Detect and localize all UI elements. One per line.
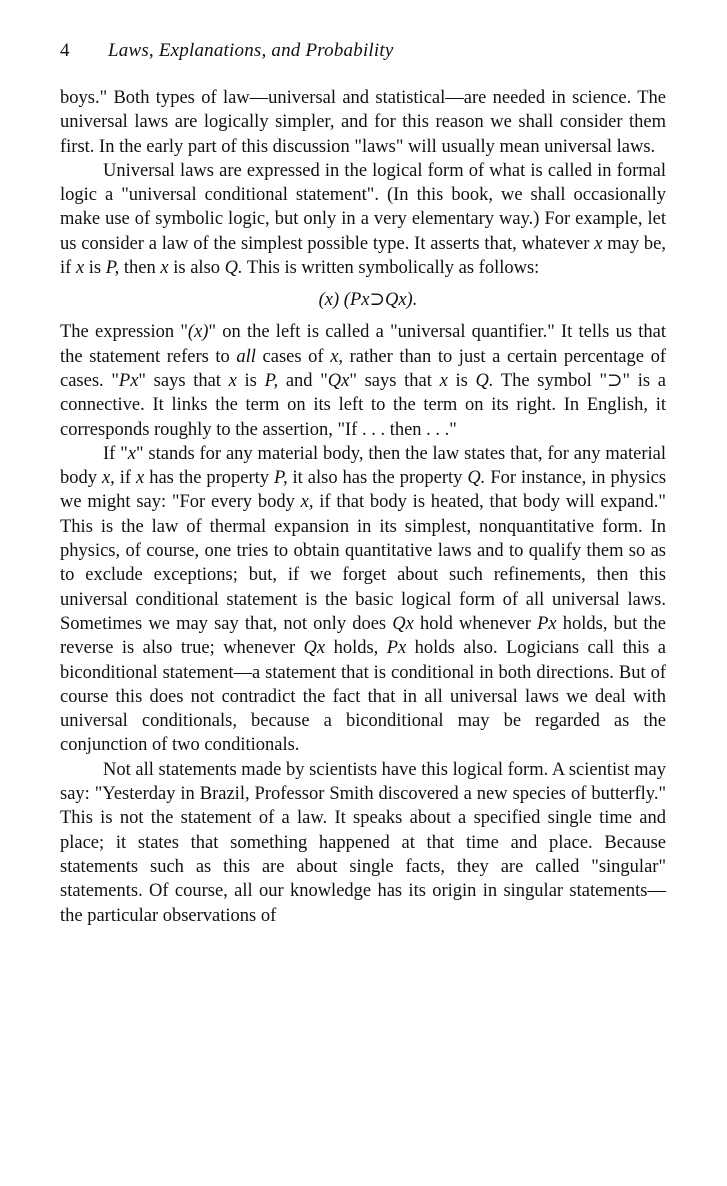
text-run: Universal laws are expressed in the logical form of what is called in formal logic a "universal conditional statement". (In this book, we shall occasionally make use of symbolic logic, but only in a very elementary way.) For example, let us consider a law of the simplest possible type. It asserts that, whatever <box>60 160 666 254</box>
variable-x: x, <box>300 492 314 513</box>
paragraph-4 <box>60 442 666 758</box>
text-run: This is written symbolically as follows: <box>242 258 540 279</box>
text-run: " says that <box>349 370 440 391</box>
text-run: is also <box>168 258 225 279</box>
text-run: hold whenever <box>413 613 538 634</box>
paragraph-3 <box>60 320 666 441</box>
variable-x: x <box>160 258 169 279</box>
variable-q: Q. <box>475 370 494 391</box>
text-run: If " <box>103 443 128 464</box>
running-title: Laws, Explanations, and Probability <box>108 40 394 61</box>
paragraph-5: Not all statements made by scientists have this logical form. A scientist may say: "Yesterday in Brazil, Professor Smith discovered a new species of butterfly." This is not the statement of a law. It speaks about a specified single time and place; it states that something happened at that time and place. Because statements such as this are about single facts, they are called "singular" statements. Of course, all our knowledge has its origin in singular statements—the particular observations of <box>60 759 666 926</box>
variable-x: x <box>594 233 603 254</box>
variable-q: Q. <box>224 258 243 279</box>
variable-p: P, <box>105 258 120 279</box>
text-run: has the property <box>144 468 275 489</box>
variable-x: x, <box>330 346 344 367</box>
text-run: " stands for any material body, then the law states that, for any material body <box>60 443 666 489</box>
text-run: " on the left is called a "universal quantifier." It tells us that the statement refers to <box>60 322 666 367</box>
predicate-px: Px <box>537 613 557 634</box>
running-header <box>60 36 680 66</box>
variable-x: x <box>439 370 448 391</box>
text-run: rather than to just a certain percentage of cases. " <box>60 346 666 391</box>
text-run: The expression " <box>60 322 188 343</box>
text-run: For instance, in physics we might say: "For every body <box>60 468 667 513</box>
text-run: " says that <box>138 370 229 391</box>
emphasis-all: all <box>236 346 256 367</box>
variable-p: P, <box>274 468 288 489</box>
predicate-qx: Qx <box>392 613 414 634</box>
text-run: may be, if <box>60 233 667 279</box>
variable-x: x <box>136 468 145 489</box>
text-run: is <box>447 370 476 391</box>
predicate-px: Px <box>118 370 139 391</box>
text-run: if <box>114 468 137 489</box>
text-run: is <box>84 258 106 279</box>
text-run: it also has the property <box>287 468 468 489</box>
text-run: and " <box>278 370 328 391</box>
page-number: 4 <box>60 40 70 61</box>
variable-q: Q. <box>467 468 486 489</box>
text-run: then <box>119 258 161 279</box>
variable-p: P, <box>264 370 279 391</box>
paragraph-1: boys." Both types of law—universal and statistical—are needed in science. The universal laws are logically simpler, and for this reason we shall consider them first. In the early part of this discussion "laws" will usually mean universal laws. <box>60 88 666 157</box>
predicate-qx: Qx <box>303 638 326 659</box>
variable-x: x, <box>101 468 115 489</box>
variable-x: x <box>127 443 136 464</box>
predicate-px: Px <box>386 638 407 659</box>
text-run: is <box>236 370 265 391</box>
paragraph-2 <box>60 159 666 280</box>
text-run: holds also. Logicians call this a biconditional statement—a statement that is conditional in both directions. But of course this does not contradict the fact that in all universal laws we deal with universal conditionals, because a biconditional may be regarded as the conjunction of two conditionals. <box>60 638 666 756</box>
variable-x: x <box>75 258 85 279</box>
symbolic-formula: (x) (Px⊃Qx). <box>318 290 418 311</box>
variable-x: x <box>228 370 237 391</box>
quantifier-symbol: (x) <box>187 322 209 343</box>
body-text <box>60 86 666 928</box>
text-run: if that body is heated, that body will expand." This is the law of thermal expansion in its simplest, nonquantitative form. In physics, of course, one tries to obtain quantitative laws and to qualify them so as to exclude exceptions; but, if we forget about such refinements, then this universal conditional statement is the basic logical form of all universal laws. Sometimes we may say that, not only does <box>60 492 666 634</box>
predicate-qx: Qx <box>327 370 350 391</box>
text-run: The symbol "⊃" is a connective. It links the term on its left to the term on its right. In English, it corresponds roughly to the assertion, "If . . . then . . ." <box>60 370 666 440</box>
text-run: cases of <box>255 346 331 367</box>
text-run: holds, but the reverse is also true; whenever <box>60 613 666 659</box>
text-run: holds, <box>325 638 387 659</box>
